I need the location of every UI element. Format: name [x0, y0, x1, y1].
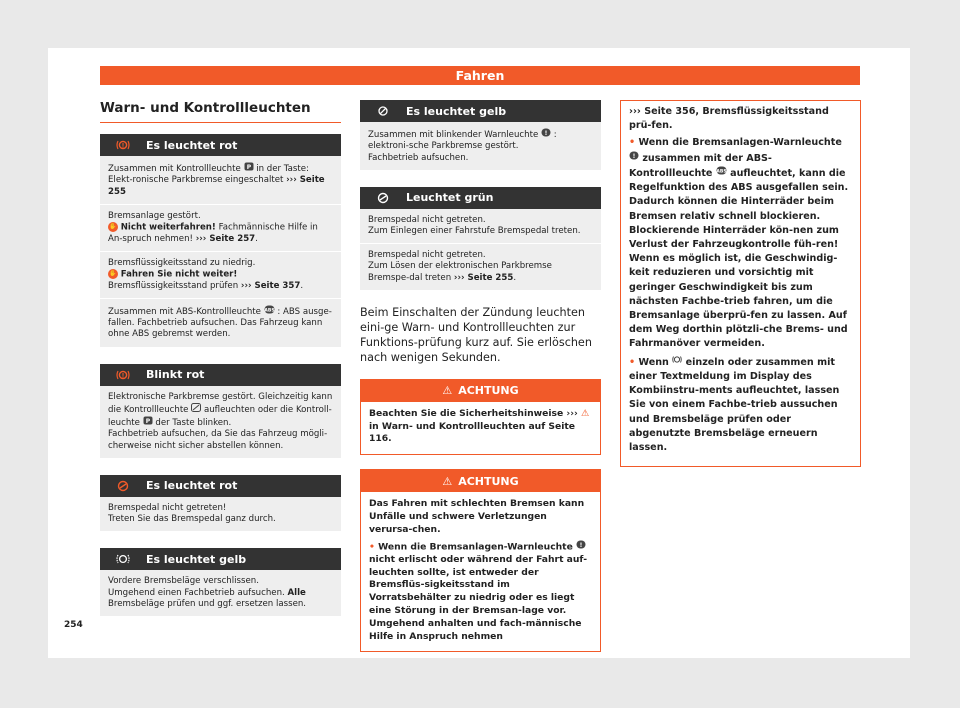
brake-pad-icon — [672, 355, 682, 369]
warning-text: Wenn die Bremsanlagen-Warnleuchte — [378, 540, 573, 552]
svg-text:P: P — [246, 164, 251, 171]
box-text: Fachbetrieb aufsuchen, da Sie das Fahrzeug mögli-cherweise nicht sicher abstellen können. — [108, 429, 328, 451]
warning-text: Wenn die Bremsanlagen-Warnleuchte — [638, 137, 842, 149]
info-box — [100, 299, 341, 348]
box-text: Bremspedal nicht getreten. — [368, 250, 486, 261]
box-text: aufleuchten oder die Kontroll-leuchte — [108, 404, 332, 429]
warning-triangle-icon: ⚠ — [442, 384, 453, 398]
box-text: Zum Lösen der elektronischen Parkbremse Bremspe-dal treten — [368, 261, 552, 283]
chapter-header: Fahren — [100, 66, 860, 85]
bar-red-lit-2 — [100, 475, 341, 497]
box-text: der Taste blinken. — [155, 418, 232, 429]
column-3 — [620, 100, 861, 467]
page-reference-link[interactable]: ››› Seite 255 — [453, 272, 514, 283]
box-text: Zusammen mit blinkender Warnleuchte — [368, 130, 539, 141]
svg-text:!: ! — [544, 130, 548, 137]
svg-text:!: ! — [579, 541, 583, 549]
svg-text:P: P — [145, 418, 150, 426]
box-text: Fachmännische Hilfe in An-spruch nehmen! — [108, 222, 318, 244]
bar-red-lit — [100, 134, 341, 156]
warning-text: Wenn — [638, 356, 669, 368]
info-box — [100, 252, 341, 299]
bar-label: Es leuchtet rot — [146, 138, 238, 152]
warning-continuation-box — [620, 100, 861, 467]
warning-title: ACHTUNG — [458, 384, 519, 398]
warning-text[interactable]: ››› Seite 356, Bremsflüssigkeitsstand prü-fen. — [629, 106, 829, 132]
warning-text: nicht erlischt oder während der Fahrt auf-leuchten sollte, ist entweder der Bremsflüs-sigkeitsstand im Vorratsbehälter zu niedrig oder es liegt eine Störung in der Bremsan-lage vor. Umgehend anhalten und fach-männische Hilfe in Anspruch nehmen — [369, 553, 588, 642]
box-text: Bremsflüssigkeitsstand prüfen — [108, 280, 239, 291]
box-text: Umgehend einen Fachbetrieb aufsuchen. — [108, 587, 285, 598]
warning-header — [361, 470, 600, 492]
svg-text:ABS: ABS — [716, 169, 727, 175]
punctuation: . — [300, 280, 304, 291]
bar-label: Es leuchtet gelb — [146, 552, 247, 566]
body-paragraph: Beim Einschalten der Zündung leuchten eini-ge Warn- und Kontrollleuchten zur Funktions-prüfung kurz auf. Sie erlöschen nach wenigen Sekunden. — [360, 305, 592, 364]
bar-yellow-lit — [360, 100, 601, 122]
bullet-icon: • — [369, 540, 375, 552]
box-text: in der Taste: Elekt-ronische Parkbremse eingeschaltet — [108, 164, 309, 186]
box-text: Elektronische Parkbremse gestört. Gleichzeitig kann die Kontrollleuchte — [108, 391, 333, 415]
parking-brake-icon — [143, 416, 153, 429]
warning-text: einzeln oder zusammen mit einer Textmeldung im Display des Kombiinstru-ments aufleuchtet, lassen Sie von einem Fachbe-trieb aussuchen und Bremsbeläge prüfen oder abgenutzte Bremsbeläge erneuern lassen. — [629, 356, 840, 453]
brake-warning-icon — [629, 151, 639, 165]
section-title: Warn- und Kontrollleuchten — [100, 100, 341, 123]
bar-red-blink — [100, 364, 341, 386]
warning-title: ACHTUNG — [458, 474, 519, 488]
brake-warning-icon — [576, 540, 586, 554]
warning-body — [361, 492, 600, 651]
column-2 — [360, 100, 601, 652]
box-bold-text: Fahren Sie nicht weiter! — [120, 269, 238, 280]
parking-brake-fault-icon — [360, 105, 406, 117]
box-text: Bremspedal nicht getreten! — [108, 502, 227, 513]
page-reference-link[interactable]: ››› Seite 255 — [108, 175, 325, 197]
box-text: Bremsbeläge prüfen und ggf. ersetzen lassen. — [108, 598, 307, 609]
warning-box — [360, 469, 601, 652]
box-text: Bremsflüssigkeitsstand zu niedrig. — [108, 257, 256, 268]
bar-label: Leuchtet grün — [406, 191, 494, 205]
brake-warning-icon — [100, 369, 146, 381]
box-bold-text: Alle — [287, 587, 306, 598]
info-box — [100, 205, 341, 252]
brake-warning-icon — [100, 139, 146, 151]
box-bold-text: Nicht weiterfahren! — [120, 222, 216, 233]
info-box — [100, 386, 341, 459]
info-box — [360, 122, 601, 171]
stop-icon: ✋ — [109, 270, 117, 278]
page-reference-link[interactable]: ››› Seite 357 — [240, 280, 301, 291]
info-box — [100, 570, 341, 617]
info-box — [100, 497, 341, 532]
bar-label: Es leuchtet gelb — [406, 104, 507, 118]
parking-brake-icon — [244, 162, 254, 175]
abs-icon — [264, 305, 275, 318]
parking-brake-fault-icon — [191, 403, 201, 416]
warning-header — [361, 380, 600, 402]
page-number: 254 — [64, 620, 83, 630]
bullet-icon: • — [629, 356, 636, 368]
warning-text: aufleuchtet, kann die Regelfunktion des ABS ausgefallen sein. Dadurch können die Hinterräder beim Bremsen relativ schnell blockieren. Blockierende Hinterräder kön-nen zum Verlust der Fahrzeugkontrolle füh-ren! Wenn es möglich ist, die Geschwindig-keit reduzieren und vorsichtig mit geringer Geschwindigkeit bis zum nächsten Fachbe-trieb fahren, um die Bremsanlage überprü-fen zu lassen. Auf dem Weg dorthin plötzli-che Brems- und Fahrmanöver vermeiden. — [629, 168, 849, 350]
warning-text: zusammen mit der ABS-Kontrollleuchte — [629, 152, 772, 180]
warning-body — [361, 402, 600, 454]
punctuation: . — [513, 272, 517, 283]
warning-triangle-icon: ⚠ — [581, 407, 590, 419]
punctuation: . — [255, 233, 258, 244]
svg-text:!: ! — [632, 152, 636, 160]
box-text: Fachbetrieb aufsuchen. — [368, 152, 469, 163]
box-text: Vordere Bremsbeläge verschlissen. — [108, 576, 259, 587]
info-box — [360, 209, 601, 244]
warning-text: in Warn- und Kontrollleuchten auf Seite 116. — [369, 420, 576, 445]
abs-icon — [716, 166, 727, 180]
svg-text:ABS: ABS — [264, 308, 275, 314]
brake-pad-icon — [100, 553, 146, 565]
brake-warning-icon — [541, 128, 551, 141]
page-reference-link[interactable]: ››› Seite 257 — [195, 233, 256, 244]
warning-box — [360, 379, 601, 455]
svg-text:!: ! — [121, 142, 125, 150]
box-text: Bremsanlage gestört. — [108, 210, 201, 221]
bar-label: Es leuchtet rot — [146, 479, 238, 493]
warning-text[interactable]: Beachten Sie die Sicherheitshinweise ››› — [369, 407, 578, 419]
box-text: Zusammen mit Kontrollleuchte — [108, 164, 241, 175]
brake-pedal-icon — [360, 192, 406, 204]
info-box — [360, 244, 601, 291]
column-1 — [100, 100, 341, 617]
bar-green-lit — [360, 187, 601, 209]
box-text: Zusammen mit ABS-Kontrollleuchte — [108, 307, 261, 318]
box-text: Treten Sie das Bremspedal ganz durch. — [108, 514, 276, 525]
warning-text: Das Fahren mit schlechten Bremsen kann Unfälle und schwere Verletzungen verursa-chen. — [369, 498, 585, 535]
box-text: Bremspedal nicht getreten. — [368, 214, 486, 225]
brake-pedal-icon — [100, 480, 146, 492]
bar-label: Blinkt rot — [146, 368, 205, 382]
info-box — [100, 156, 341, 205]
box-text: : ABS ausge-fallen. Fachbetrieb aufsuchen. Das Fahrzeug kann ohne ABS gebremst werden. — [108, 307, 332, 340]
warning-triangle-icon: ⚠ — [442, 474, 453, 488]
stop-icon: ✋ — [109, 222, 117, 230]
svg-text:!: ! — [121, 371, 125, 379]
box-text: Zum Einlegen einer Fahrstufe Bremspedal treten. — [368, 225, 581, 236]
bullet-icon: • — [629, 137, 636, 149]
box-text: : elektroni-sche Parkbremse gestört. — [368, 130, 557, 152]
bar-yellow-lit — [100, 548, 341, 570]
